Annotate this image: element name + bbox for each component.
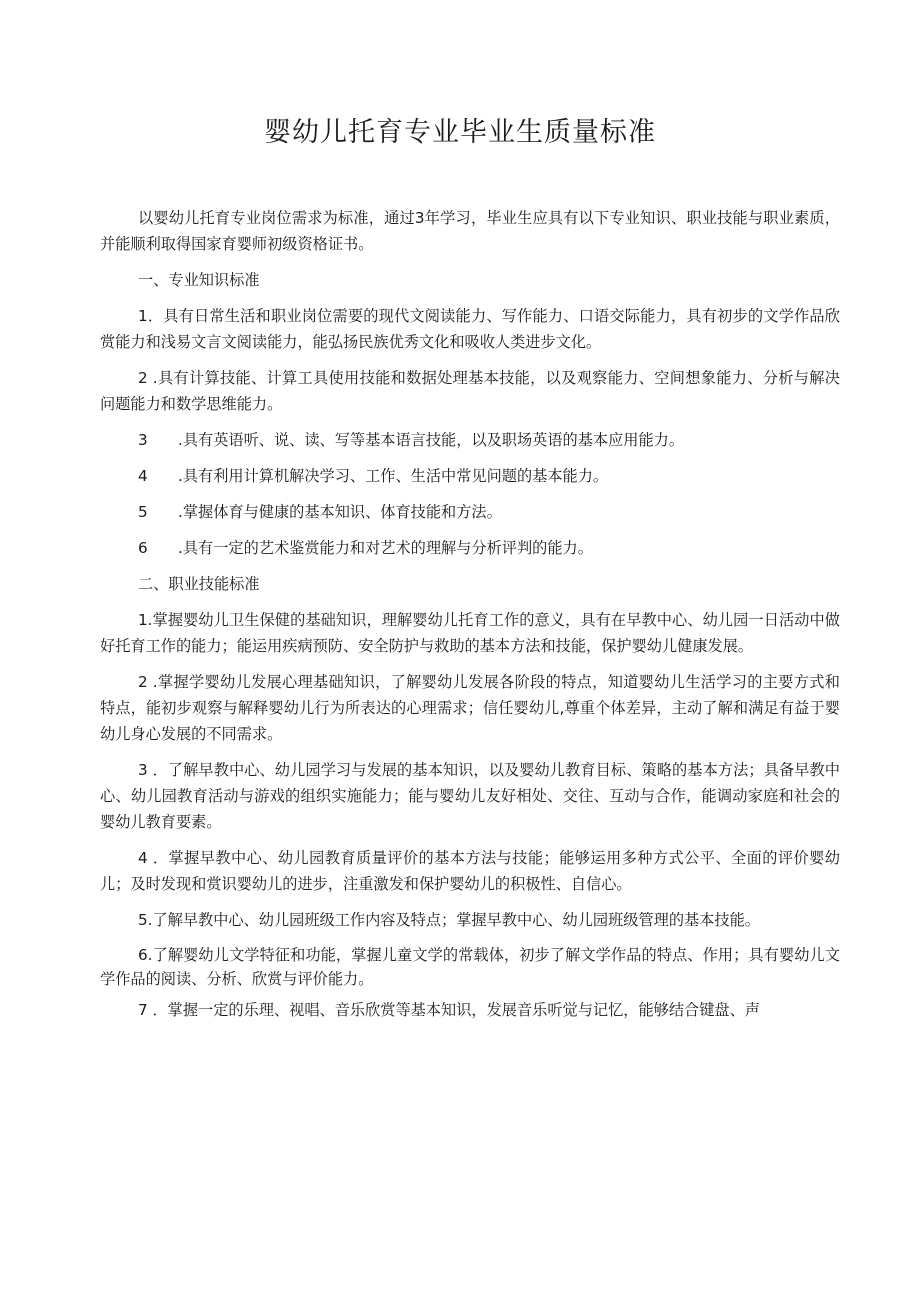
skill-item-4: 4 ．掌握早教中心、幼儿园教育质量评价的基本方法与技能；能够运用多种方式公平、全面的评价婴幼儿；及时发现和赏识婴幼儿的进步，注重激发和保护婴幼儿的积极性、自信心。: [100, 849, 840, 893]
skill-item-7: 7 ．掌握一定的乐理、视唱、音乐欣赏等基本知识，发展音乐听觉与记忆，能够结合键盘、声: [138, 1001, 760, 1019]
document-body: [100, 205, 840, 1033]
section-heading-skills: 二、职业技能标准: [138, 575, 260, 593]
document-title: 婴幼儿托育专业毕业生质量标准: [264, 117, 656, 148]
knowledge-item-3: 3 .具有英语听、说、读、写等基本语言技能，以及职场英语的基本应用能力。: [138, 431, 685, 449]
knowledge-item-4: 4 .具有利用计算机解决学习、工作、生活中常见问题的基本能力。: [138, 467, 609, 485]
knowledge-item-1: 1．具有日常生活和职业岗位需要的现代文阅读能力、写作能力、口语交际能力，具有初步的文学作品欣赏能力和浅易文言文阅读能力，能弘扬民族优秀文化和吸收人类进步文化。: [100, 307, 840, 351]
section-heading-knowledge: 一、专业知识标准: [138, 271, 260, 289]
skill-item-3: 3 ．了解早教中心、幼儿园学习与发展的基本知识，以及婴幼儿教育目标、策略的基本方法；具备早教中心、幼儿园教育活动与游戏的组织实施能力；能与婴幼儿友好相处、交往、互动与合作，能调动家庭和社会的婴幼儿教育要素。: [100, 761, 840, 831]
knowledge-item-2: 2 .具有计算技能、计算工具使用技能和数据处理基本技能，以及观察能力、空间想象能力、分析与解决问题能力和数学思维能力。: [100, 369, 840, 413]
knowledge-item-5: 5 .掌握体育与健康的基本知识、体育技能和方法。: [138, 503, 502, 521]
skill-item-6: 6.了解婴幼儿文学特征和功能，掌握儿童文学的常载体，初步了解文学作品的特点、作用；具有婴幼儿文学作品的阅读、分析、欣赏与评价能力。: [100, 946, 840, 988]
intro-paragraph: 以婴幼儿托育专业岗位需求为标准，通过3年学习，毕业生应具有以下专业知识、职业技能与职业素质，并能顺利取得国家育婴师初级资格证书。: [100, 209, 840, 253]
knowledge-item-6: 6 .具有一定的艺术鉴赏能力和对艺术的理解与分析评判的能力。: [138, 539, 593, 557]
skill-item-2: 2 .掌握学婴幼儿发展心理基础知识，了解婴幼儿发展各阶段的特点，知道婴幼儿生活学习的主要方式和特点，能初步观察与解释婴幼儿行为所表达的心理需求；信任婴幼儿,尊重个体差异，主动了解和满足有益于婴幼儿身心发展的不同需求。: [100, 673, 840, 743]
skill-item-5: 5.了解早教中心、幼儿园班级工作内容及特点；掌握早教中心、幼儿园班级管理的基本技能。: [138, 911, 760, 929]
skill-item-1: 1.掌握婴幼儿卫生保健的基础知识，理解婴幼儿托育工作的意义，具有在早教中心、幼儿园一日活动中做好托育工作的能力；能运用疾病预防、安全防护与救助的基本方法和技能，保护婴幼儿健康发展。: [100, 611, 840, 655]
